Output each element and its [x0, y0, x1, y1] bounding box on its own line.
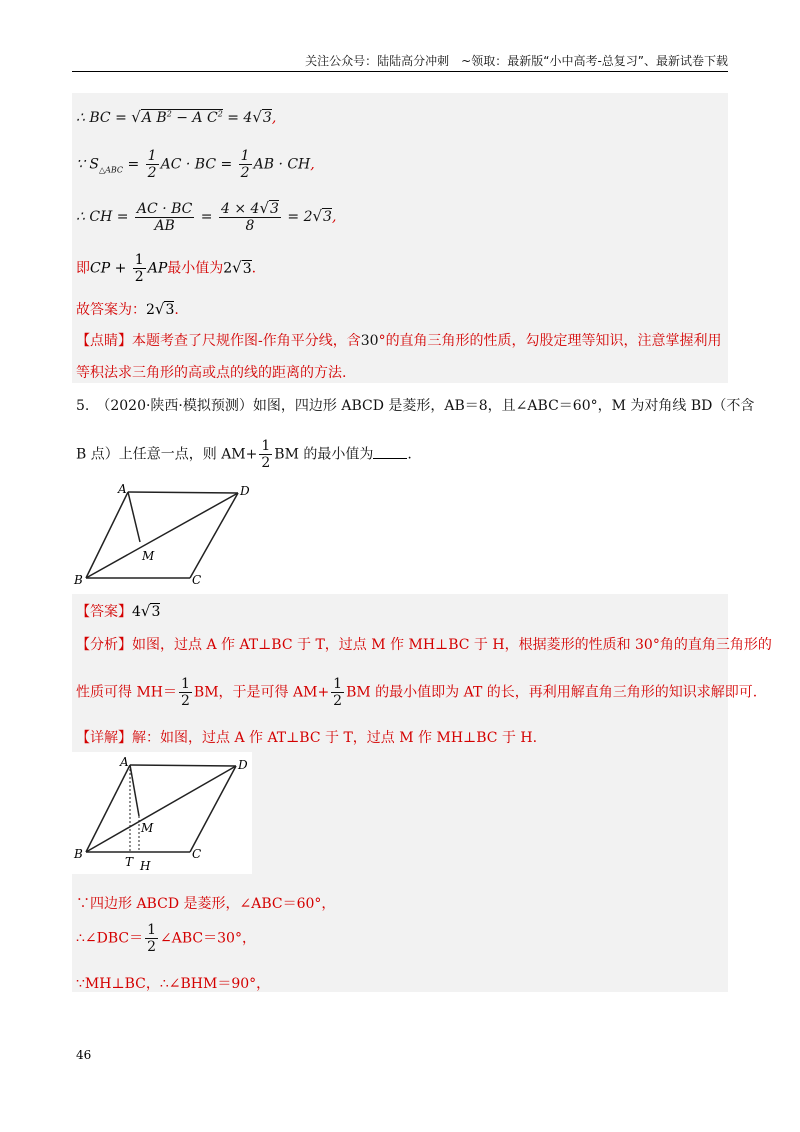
header-rule [72, 71, 728, 72]
label-d: D [238, 758, 248, 772]
label-c: C [192, 573, 202, 587]
label-a: A [118, 482, 127, 496]
step-2: ∴∠DBC＝ $\frac{1}{2}$ ∠ABC＝30°， [76, 922, 256, 956]
rhombus-figure-2 [72, 752, 262, 877]
label-b: B [74, 573, 83, 587]
label-a: A [120, 755, 129, 769]
problem-5-line2: B 点）上任意一点，则 AM+ $\frac{1}{2}$ BM 的最小值为 . [76, 438, 412, 472]
answer-value: 【答案】4√3 [76, 602, 161, 620]
step-3: ∵MH⊥BC，∴∠BHM＝90°， [76, 976, 271, 992]
label-h: H [140, 859, 151, 873]
answer-line: 故答案为：2√3. [76, 300, 179, 318]
dianjing-line1: 【点睛】本题考查了尺规作图-作角平分线，含30°的直角三角形的性质，勾股定理等知识，注意掌握利用 [76, 333, 722, 349]
page-header: 关注公众号：陆陆高分冲刺 ~领取：最新版“小中高考-总复习”、最新试卷下载 [305, 54, 728, 68]
label-m: M [141, 821, 154, 835]
page-number: 46 [76, 1048, 92, 1062]
rhombus-figure-1 [72, 480, 262, 590]
dianjing-line2: 等积法求三角形的高或点的线的距离的方法. [76, 365, 347, 381]
step-1: ∵四边形 ABCD 是菱形，∠ABC＝60°， [76, 896, 336, 912]
eq-ch: ∴ CH = $\frac{AC \cdot BC}{AB}$ = $\frac{4 \times 4√3}{8}$ = 2√3, [76, 199, 337, 235]
problem-5-line1: 5. （2020·陕西·模拟预测）如图，四边形 ABCD 是菱形，AB＝8，且∠ABC＝60°，M 为对角线 BD（不含 [76, 398, 755, 414]
label-b: B [74, 847, 83, 861]
label-t: T [125, 855, 134, 869]
label-d: D [240, 484, 250, 498]
detail-line1: 【详解】解：如图，过点 A 作 AT⊥BC 于 T，过点 M 作 MH⊥BC 于 H. [76, 730, 538, 746]
eq-bc: ∴ BC = √A $B^2 - A$ $C^2 = 4√3$, [76, 108, 277, 126]
label-m: M [142, 549, 155, 563]
eq-area: ∵ $S_{\triangle ABC}$ = $\frac{1}{2}$ AC · BC = $\frac{1}{2}$ AB · CH, [76, 148, 315, 182]
analysis-line2: 性质可得 MH＝ $\frac{1}{2}$ BM，于是可得 AM+ $\frac{1}{2}$ BM 的最小值即为 AT 的长，再利用解直角三角形的知识求解即可. [76, 676, 758, 710]
eq-min: 即CP + $\frac{1}{2}$ AP最小值为2√3. [76, 252, 257, 286]
label-c: C [192, 847, 202, 861]
analysis-line1: 【分析】如图，过点 A 作 AT⊥BC 于 T，过点 M 作 MH⊥BC 于 H，根据菱形的性质和 30°角的直角三角形的 [76, 637, 772, 653]
answer-blank [373, 458, 407, 459]
